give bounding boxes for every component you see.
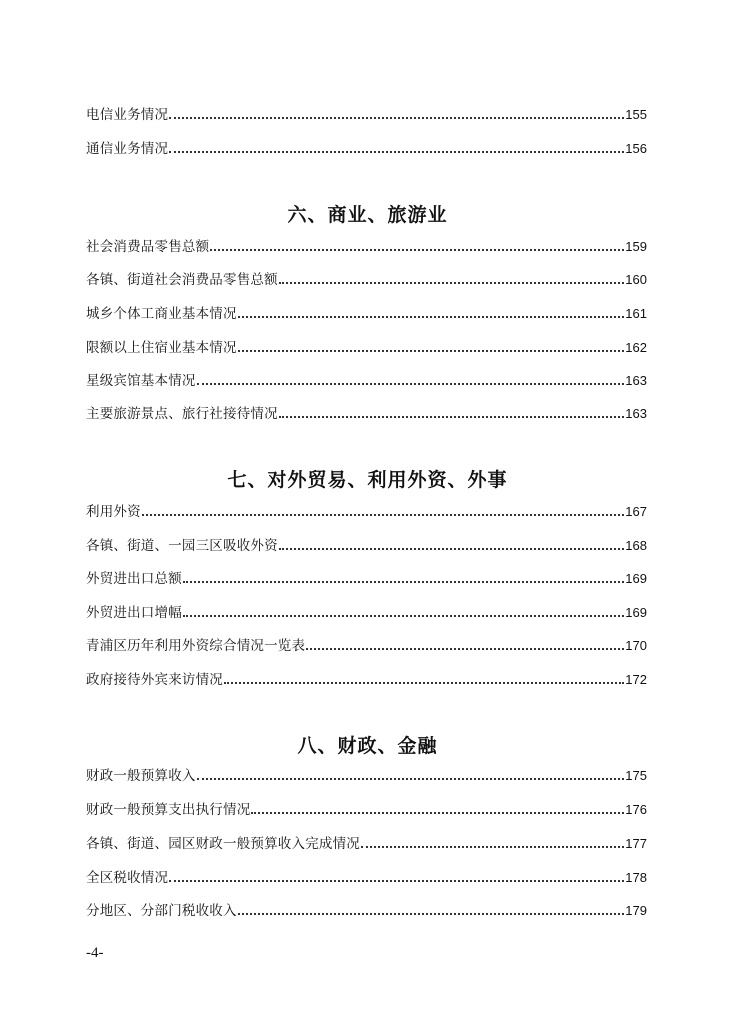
toc-entry-page: 161 <box>625 306 647 321</box>
toc-entry-label: 通信业务情况 <box>86 141 169 157</box>
toc-entry-page: 172 <box>625 672 647 687</box>
toc-entry[interactable] <box>86 236 647 258</box>
toc-entry[interactable] <box>86 535 647 557</box>
toc-entry-label: 各镇、街道社会消费品零售总额 <box>86 272 278 288</box>
toc-entry-page: 175 <box>625 768 647 783</box>
dot-leader <box>238 900 625 922</box>
toc-entry-page: 176 <box>625 802 647 817</box>
toc-entry-label: 分地区、分部门税收收入 <box>86 903 237 919</box>
toc-entry-page: 177 <box>625 836 647 851</box>
toc-entry-page: 163 <box>625 373 647 388</box>
toc-entry-communication[interactable] <box>86 138 647 160</box>
toc-entry[interactable] <box>86 403 647 425</box>
toc-entry-page: 179 <box>625 903 647 918</box>
toc-entry-telecom[interactable] <box>86 104 647 126</box>
toc-entry-label: 财政一般预算收入 <box>86 768 196 784</box>
toc-entry-page: 170 <box>625 638 647 653</box>
dot-leader <box>169 867 624 889</box>
toc-entry-page: 168 <box>625 538 647 553</box>
toc-entry-label: 外贸进出口增幅 <box>86 605 182 621</box>
dot-leader <box>279 269 624 291</box>
toc-entry-label: 主要旅游景点、旅行社接待情况 <box>86 406 278 422</box>
page-number: -4- <box>86 945 104 961</box>
section-title-foreign-trade: 七、对外贸易、利用外资、外事 <box>227 469 508 491</box>
toc-entry-label: 财政一般预算支出执行情况 <box>86 802 251 818</box>
toc-entry-page: 160 <box>625 272 647 287</box>
dot-leader <box>279 403 624 425</box>
toc-entry[interactable] <box>86 303 647 325</box>
toc-entry-page: 155 <box>625 107 647 122</box>
toc-entry-label: 电信业务情况 <box>86 107 169 123</box>
toc-entry-label: 全区税收情况 <box>86 870 169 886</box>
toc-entry-label: 利用外资 <box>86 504 141 520</box>
toc-entry[interactable] <box>86 799 647 821</box>
toc-entry-page: 159 <box>625 239 647 254</box>
dot-leader <box>169 138 624 160</box>
section-title-commerce-tourism: 六、商业、旅游业 <box>287 204 448 226</box>
toc-entry-label: 各镇、街道、园区财政一般预算收入完成情况 <box>86 836 360 852</box>
toc-entry[interactable] <box>86 635 647 657</box>
toc-entry[interactable] <box>86 269 647 291</box>
toc-entry[interactable] <box>86 568 647 590</box>
dot-leader <box>197 765 625 787</box>
toc-entry[interactable] <box>86 370 647 392</box>
section-title-finance: 八、财政、金融 <box>297 735 438 757</box>
toc-entry[interactable] <box>86 867 647 889</box>
toc-entry-page: 156 <box>625 141 647 156</box>
toc-entry-page: 169 <box>625 571 647 586</box>
toc-entry[interactable] <box>86 501 647 523</box>
toc-entry[interactable] <box>86 602 647 624</box>
toc-entry[interactable] <box>86 765 647 787</box>
toc-entry-label: 各镇、街道、一园三区吸收外资 <box>86 538 278 554</box>
dot-leader <box>306 635 624 657</box>
toc-entry[interactable] <box>86 337 647 359</box>
toc-entry-label: 政府接待外宾来访情况 <box>86 672 223 688</box>
toc-entry-label: 青浦区历年利用外资综合情况一览表 <box>86 638 306 654</box>
dot-leader <box>197 370 625 392</box>
dot-leader <box>183 602 624 624</box>
toc-entry-page: 169 <box>625 605 647 620</box>
dot-leader <box>210 236 624 258</box>
dot-leader <box>224 669 624 691</box>
dot-leader <box>238 337 625 359</box>
toc-entry-page: 163 <box>625 406 647 421</box>
toc-entry-label: 城乡个体工商业基本情况 <box>86 306 237 322</box>
toc-entry[interactable] <box>86 669 647 691</box>
dot-leader <box>142 501 624 523</box>
toc-entry-page: 178 <box>625 870 647 885</box>
toc-entry-label: 星级宾馆基本情况 <box>86 373 196 389</box>
toc-entry-page: 162 <box>625 340 647 355</box>
toc-entry-page: 167 <box>625 504 647 519</box>
dot-leader <box>169 104 624 126</box>
dot-leader <box>251 799 624 821</box>
toc-entry[interactable] <box>86 900 647 922</box>
toc-entry-label: 限额以上住宿业基本情况 <box>86 340 237 356</box>
dot-leader <box>238 303 625 325</box>
dot-leader <box>183 568 624 590</box>
toc-entry[interactable] <box>86 833 647 855</box>
dot-leader <box>361 833 624 855</box>
toc-entry-label: 外贸进出口总额 <box>86 571 182 587</box>
toc-entry-label: 社会消费品零售总额 <box>86 239 210 255</box>
dot-leader <box>279 535 624 557</box>
